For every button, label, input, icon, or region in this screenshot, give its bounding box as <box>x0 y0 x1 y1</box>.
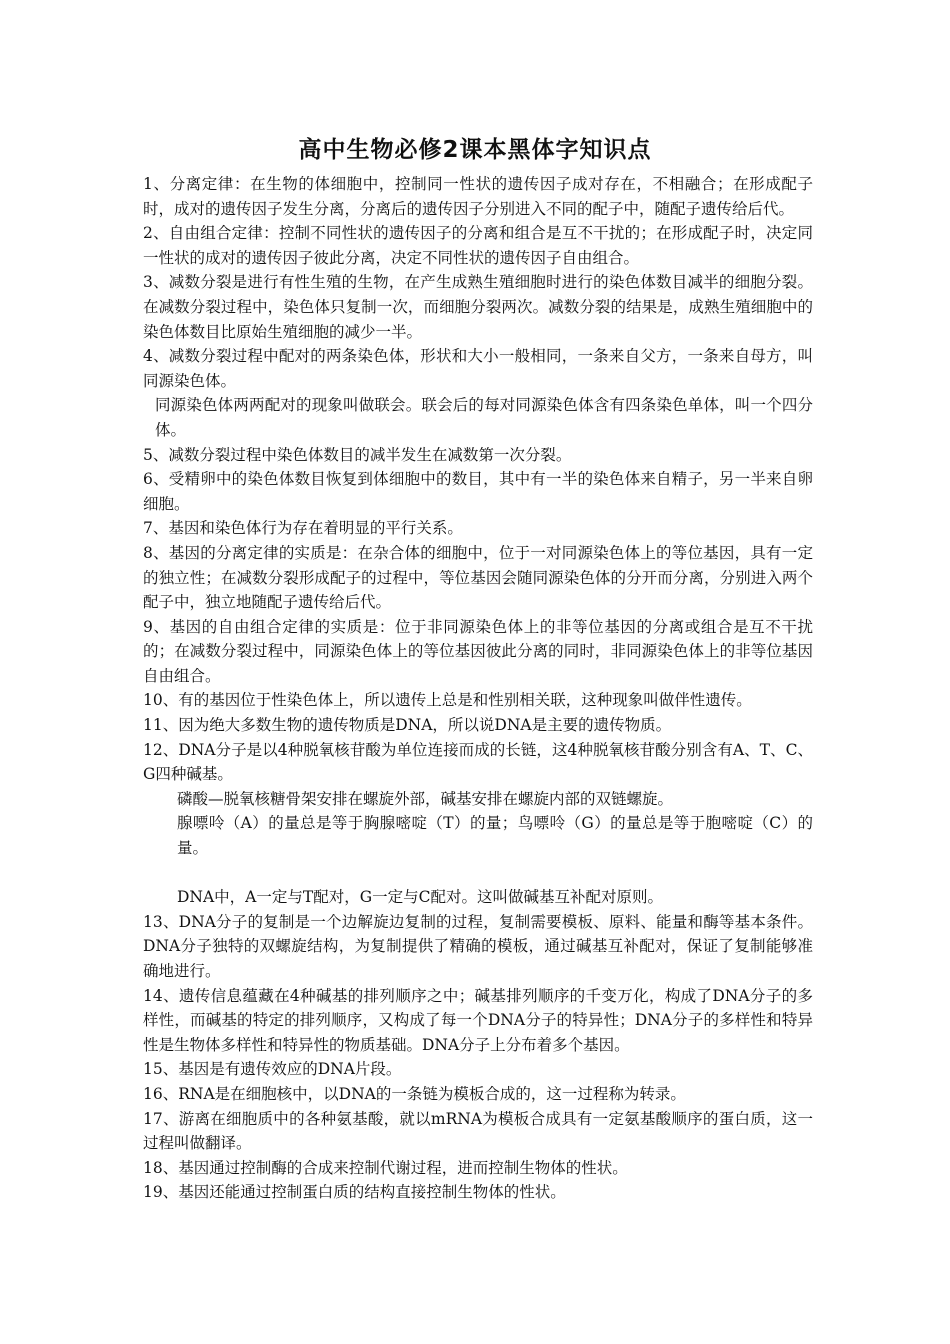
paragraph-5: 5、减数分裂过程中染色体数目的减半发生在减数第一次分裂。 <box>143 445 572 464</box>
paragraph-9: 9、基因的自由组合定律的实质是：位于非同源染色体上的非等位基因的分离或组合是互不干扰的；在减数分裂过程中，同源染色体上的等位基因彼此分离的同时，非同源染色体上的非等位基因自由组合。 <box>143 617 813 685</box>
paragraph-12: 12、DNA分子是以4种脱氧核苷酸为单位连接而成的长链，这4种脱氧核苷酸分别含有A、T、C、G四种碱基。 <box>143 740 813 784</box>
paragraph-19: 19、基因还能通过控制蛋白质的结构直接控制生物体的性状。 <box>143 1183 566 1202</box>
paragraph-4-continued: 同源染色体两两配对的现象叫做联会。联会后的每对同源染色体含有四条染色单体，叫一个四分体。 <box>155 396 813 439</box>
paragraph-12-sub-1: 磷酸—脱氧核糖骨架安排在螺旋外部，碱基安排在螺旋内部的双链螺旋。 <box>177 789 674 808</box>
paragraph-12-sub-3: DNA中，A一定与T配对，G一定与C配对。这叫做碱基互补配对原则。 <box>177 888 663 907</box>
paragraph-11: 11、因为绝大多数生物的遗传物质是DNA，所以说DNA是主要的遗传物质。 <box>143 716 672 735</box>
paragraph-10: 10、有的基因位于性染色体上，所以遗传上总是和性别相关联，这种现象叫做伴性遗传。 <box>143 691 752 710</box>
paragraph-6: 6、受精卵中的染色体数目恢复到体细胞中的数目，其中有一半的染色体来自精子，另一半来自卵细胞。 <box>143 470 813 513</box>
paragraph-18: 18、基因通过控制酶的合成来控制代谢过程，进而控制生物体的性状。 <box>143 1158 628 1177</box>
paragraph-17: 17、游离在细胞质中的各种氨基酸，就以mRNA为模板合成具有一定氨基酸顺序的蛋白质，这一过程叫做翻译。 <box>143 1109 813 1153</box>
document-body <box>143 172 813 1205</box>
paragraph-12-sub-2: 腺嘌呤（A）的量总是等于胸腺嘧啶（T）的量；鸟嘌呤（G）的量总是等于胞嘧啶（C）的量。 <box>177 814 813 858</box>
paragraph-13: 13、DNA分子的复制是一个边解旋边复制的过程，复制需要模板、原料、能量和酶等基本条件。DNA分子独特的双螺旋结构，为复制提供了精确的模板，通过碱基互补配对，保证了复制能够准确地进行。 <box>143 912 813 980</box>
paragraph-7: 7、基因和染色体行为存在着明显的平行关系。 <box>143 519 463 538</box>
paragraph-1: 1、分离定律：在生物的体细胞中，控制同一性状的遗传因子成对存在，不相融合；在形成配子时，成对的遗传因子发生分离，分离后的遗传因子分别进入不同的配子中，随配子遗传给后代。 <box>143 175 813 218</box>
paragraph-3: 3、减数分裂是进行有性生殖的生物，在产生成熟生殖细胞时进行的染色体数目减半的细胞分裂。在减数分裂过程中，染色体只复制一次，而细胞分裂两次。减数分裂的结果是，成熟生殖细胞中的染色体数目比原始生殖细胞的减少一半。 <box>143 273 813 341</box>
paragraph-2: 2、自由组合定律：控制不同性状的遗传因子的分离和组合是互不干扰的；在形成配子时，决定同一性状的成对的遗传因子彼此分离，决定不同性状的遗传因子自由组合。 <box>143 224 813 267</box>
paragraph-14: 14、遗传信息蕴藏在4种碱基的排列顺序之中；碱基排列顺序的千变万化，构成了DNA分子的多样性，而碱基的特定的排列顺序，又构成了每一个DNA分子的特异性；DNA分子的多样性和特异性是生物体多样性和特异性的物质基础。DNA分子上分布着多个基因。 <box>143 986 813 1054</box>
paragraph-8: 8、基因的分离定律的实质是：在杂合体的细胞中，位于一对同源染色体上的等位基因，具有一定的独立性；在减数分裂形成配子的过程中，等位基因会随同源染色体的分开而分离，分别进入两个配子中，独立地随配子遗传给后代。 <box>143 543 813 612</box>
document-title: 高中生物必修2课本黑体字知识点 <box>298 137 652 163</box>
blank-line <box>143 861 813 886</box>
paragraph-4: 4、减数分裂过程中配对的两条染色体，形状和大小一般相同，一条来自父方，一条来自母方，叫同源染色体。 <box>143 347 813 390</box>
paragraph-16: 16、RNA是在细胞核中，以DNA的一条链为模板合成的，这一过程称为转录。 <box>143 1084 686 1103</box>
paragraph-15: 15、基因是有遗传效应的DNA片段。 <box>143 1060 402 1079</box>
